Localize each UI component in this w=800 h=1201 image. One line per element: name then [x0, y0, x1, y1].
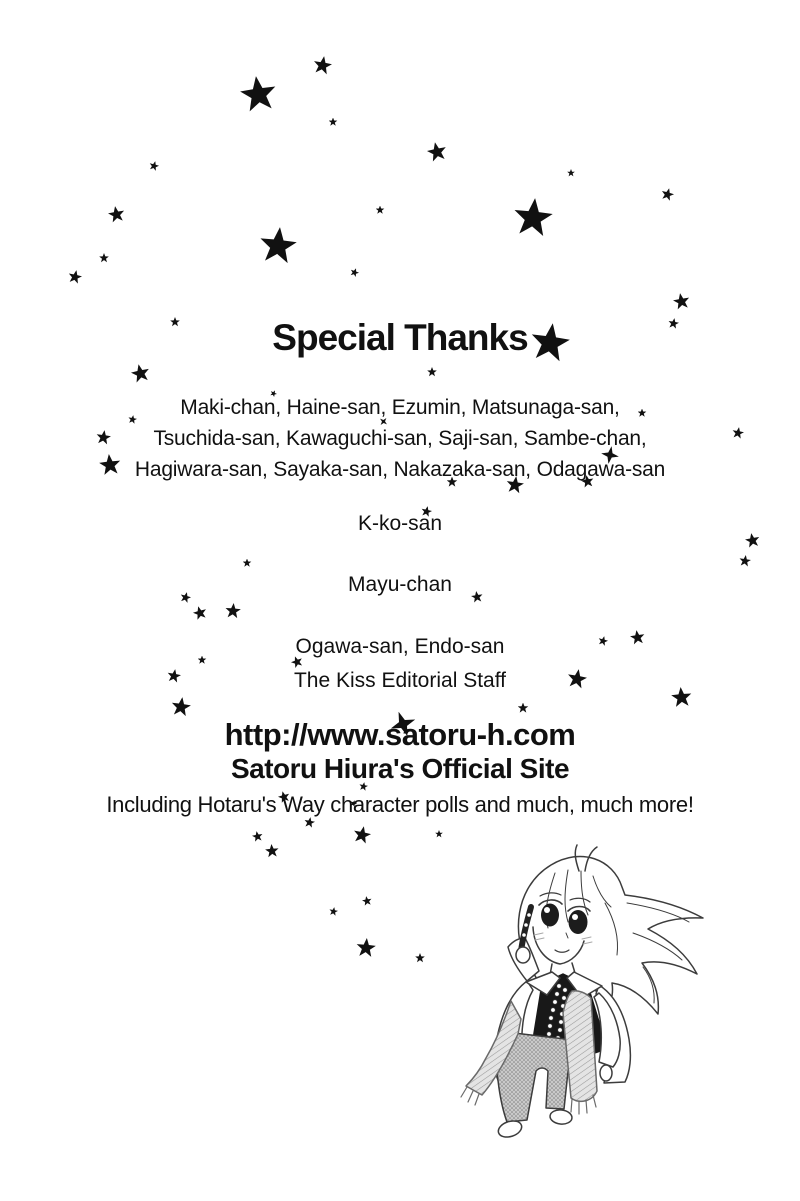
star-decoration — [129, 362, 152, 385]
star-decoration — [376, 206, 385, 215]
star-decoration — [67, 269, 84, 286]
star-decoration — [264, 843, 279, 858]
star-decoration — [355, 937, 377, 959]
star-decoration — [224, 602, 241, 619]
star-decoration — [329, 118, 338, 127]
star-decoration — [567, 169, 575, 177]
star-decoration — [170, 696, 193, 719]
star-decoration — [435, 830, 443, 838]
page-title: Special Thanks — [272, 317, 528, 358]
star-decoration — [351, 824, 372, 845]
character-illustration — [455, 843, 705, 1143]
star-decoration — [257, 225, 299, 267]
star-decoration — [425, 140, 449, 164]
star-decoration — [415, 953, 425, 963]
editors-line-2: The Kiss Editorial Staff — [293, 669, 507, 692]
star-decoration — [191, 604, 208, 621]
star-decoration — [427, 367, 437, 377]
star-decoration — [671, 291, 691, 311]
thanks-line-1: Maki-chan, Haine-san, Ezumin, Matsunaga-san, — [180, 396, 620, 419]
star-decoration — [243, 559, 252, 568]
star-decoration — [738, 554, 752, 568]
star-decoration — [348, 266, 360, 278]
star-decoration — [251, 830, 264, 843]
star-decoration — [659, 186, 675, 202]
thanks-name-kko: K-ko-san — [357, 512, 443, 535]
thanks-line-2: Tsuchida-san, Kawaguchi-san, Saji-san, Sambe-chan, — [153, 427, 647, 450]
thanks-name-mayu: Mayu-chan — [348, 573, 452, 596]
star-decoration — [311, 54, 333, 76]
star-decoration — [237, 73, 279, 115]
thanks-line-3: Hagiwara-san, Sayaka-san, Nakazaka-san, Odagawa-san — [134, 458, 666, 481]
star-decoration — [99, 253, 109, 263]
star-decoration — [518, 703, 529, 714]
website-note: Including Hotaru's Way character polls and much, much more! — [106, 792, 694, 817]
star-decoration — [148, 160, 160, 172]
website-name: Satoru Hiura's Official Site — [230, 753, 570, 784]
star-decoration — [361, 895, 373, 907]
website-url: http://www.satoru-h.com — [224, 717, 576, 752]
star-decoration — [511, 196, 555, 240]
editors-line-1: Ogawa-san, Endo-san — [295, 635, 505, 658]
star-decoration — [328, 906, 338, 916]
editors-block — [0, 630, 800, 698]
thanks-names-block — [0, 392, 800, 485]
star-decoration — [106, 204, 126, 224]
